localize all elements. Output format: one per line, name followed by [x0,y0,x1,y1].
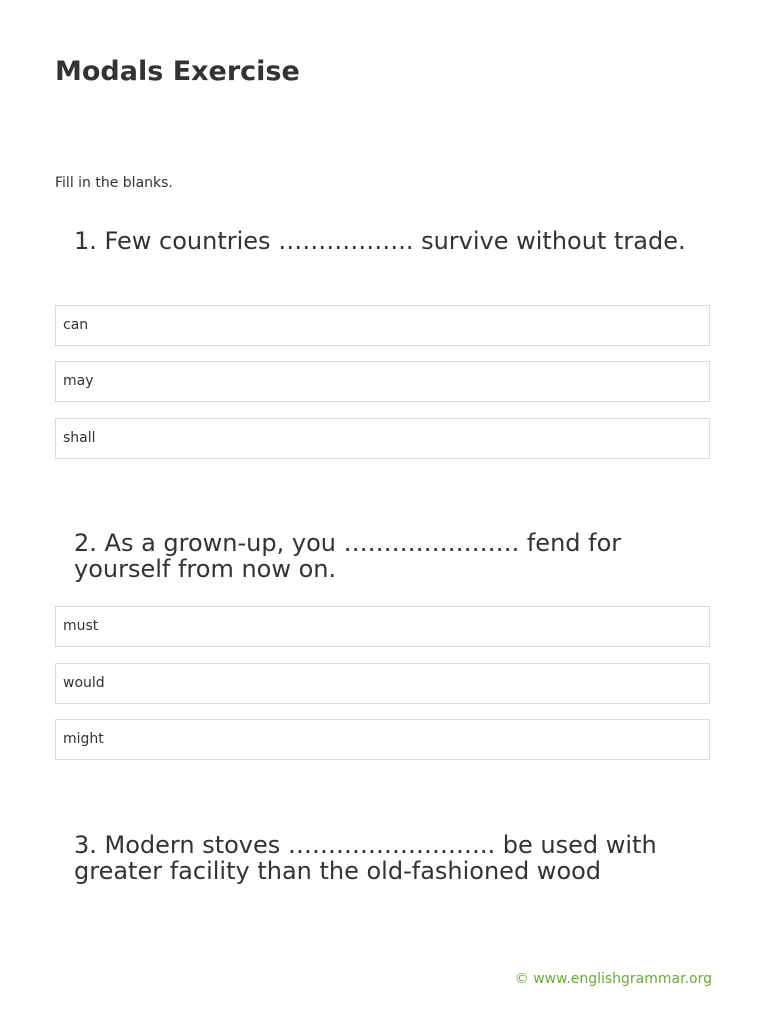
question-3: 3. Modern stoves …………………….. be used with greater facility than the old-fashioned wood [74,831,657,885]
instructions: Fill in the blanks. [55,175,173,191]
question-1-option-can[interactable]: can [55,305,710,346]
question-1: 1. Few countries …………….. survive without trade. [74,227,686,255]
question-2-option-would[interactable]: would [55,663,710,704]
question-2-option-must[interactable]: must [55,606,710,647]
page-title: Modals Exercise [55,56,300,87]
question-1-option-shall[interactable]: shall [55,418,710,459]
question-1-option-may[interactable]: may [55,361,710,402]
question-2: 2. As a grown-up, you …………………. fend for yourself from now on. [74,529,622,583]
question-2-option-might[interactable]: might [55,719,710,760]
copyright-footer: © www.englishgrammar.org [514,971,712,987]
